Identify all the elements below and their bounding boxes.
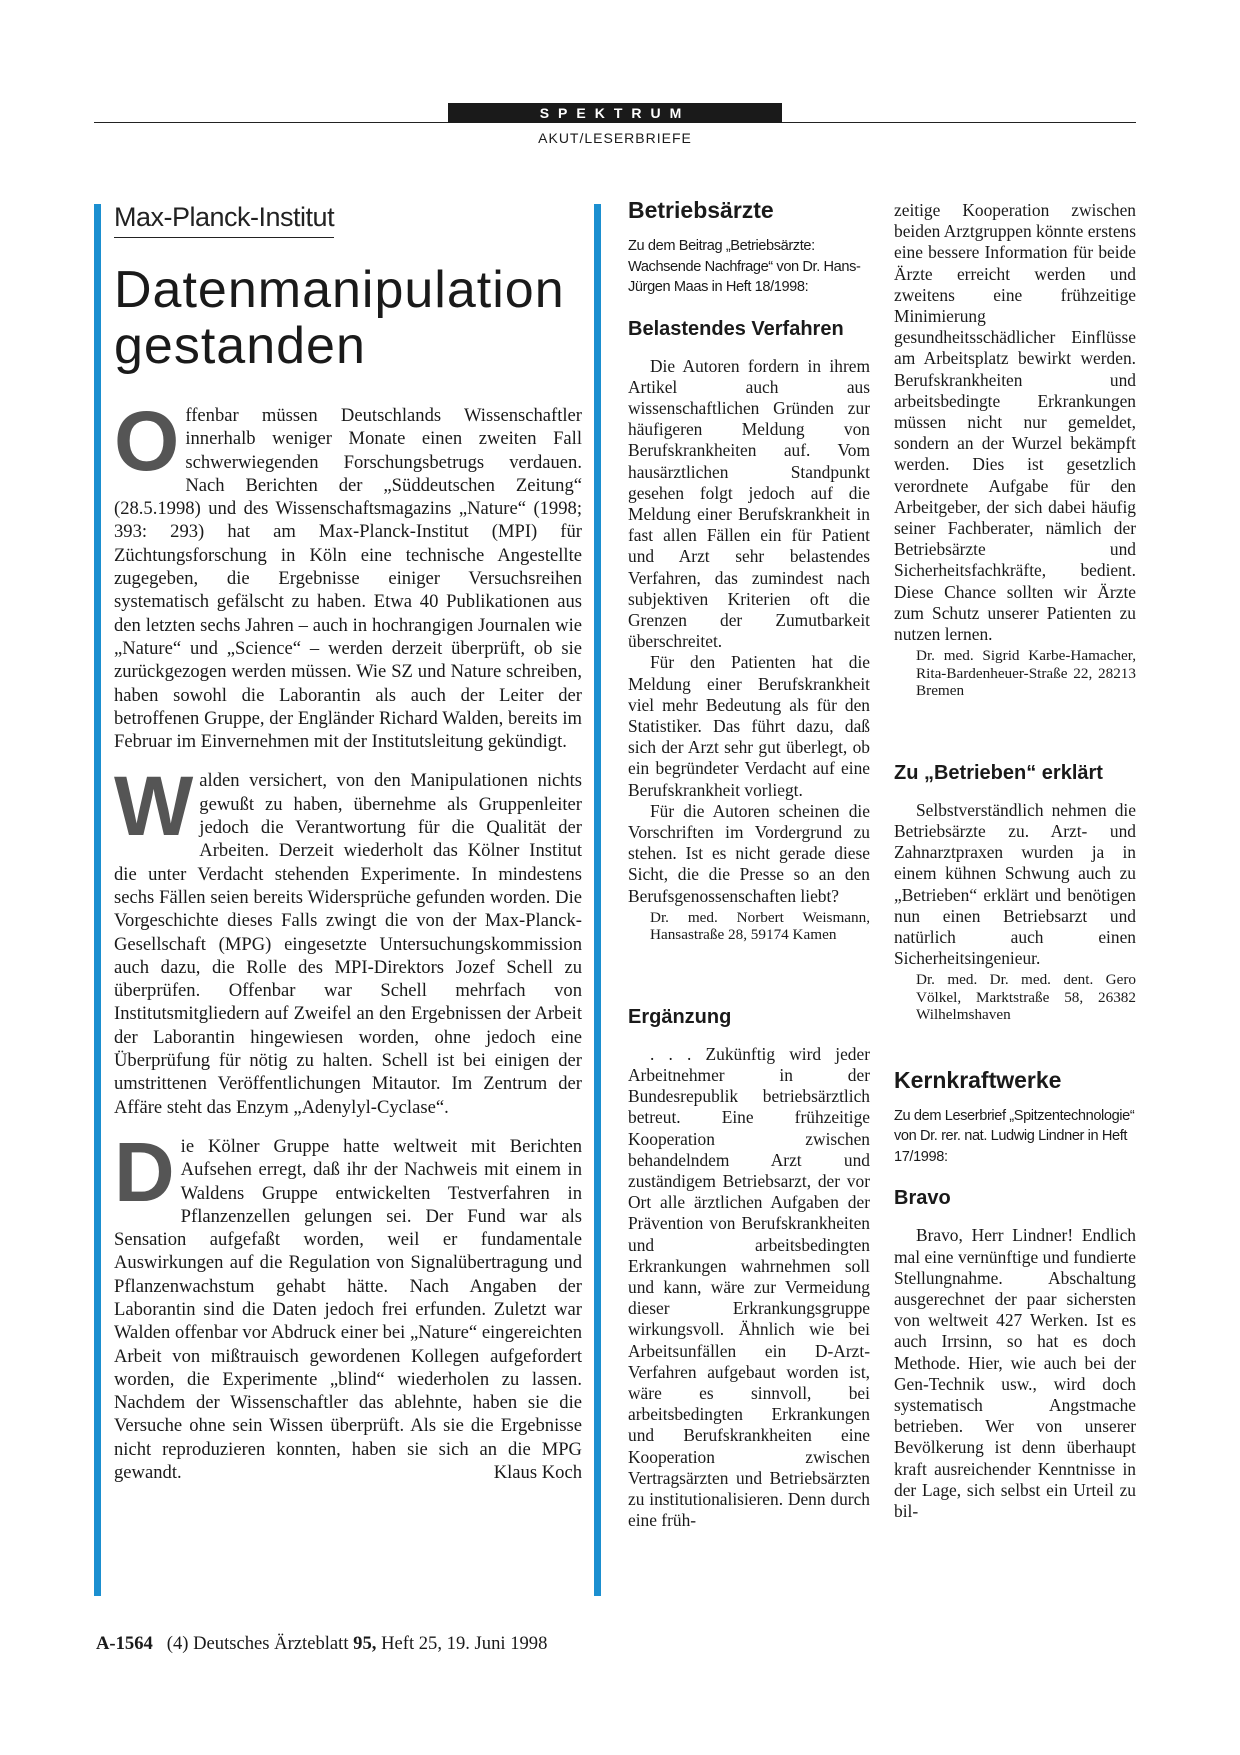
letter-author: Dr. med. Sigrid Karbe-Hamacher, Rita-Bardenheuer-Straße 22, 28213 Bremen	[916, 647, 1136, 700]
paragraph-text: alden versichert, von den Manipulationen nichts gewußt zu haben, übernehme als Gruppenleiter jedoch die Verantwortung für die Qualität der Arbeiten. Derzeit wiederholt das Kölner Institut die unter Verdacht stehenden Experimente. In mindestens sechs Fällen seien bereits Widersprüche gefunden worden. Die Vorgeschichte dieses Falls zwingt die von der Max-Planck-Gesellschaft (MPG) eingesetzte Untersuchungskommission auch dazu, die Rolle des MPI-Direktors Jozef Schell zu überprüfen. Offenbar war Schell mehrfach von Institutsmitgliedern auf Zweifel an den Ergebnissen der Arbeit der Laborantin hingewiesen worden, ohne jedoch eine Überprüfung für nötig zu halten. Schell ist bei einigen der umstrittenen Veröffentlichungen Mitautor. Im Zentrum der Affäre steht das Enzym „Adenylyl-Cyclase“.	[114, 770, 582, 1118]
article-paragraph-3	[114, 1124, 582, 1484]
letter-paragraph: Für die Autoren scheinen die Vorschriften im Vordergrund zu stehen. Ist es nicht gerade diese Sicht, die die Presse so an den Berufsgenossenschaften liebt?	[628, 800, 870, 906]
spacer	[628, 944, 870, 986]
letters-accent-bar	[594, 204, 601, 1596]
section-label: SPEKTRUM	[448, 103, 782, 123]
letter-paragraph: Selbstverständlich nehmen die Betriebsärzte zu. Arzt- und Zahnarztpraxen wurden ja in einem kühnen Schwung auch zu „Betrieben“ erklärt und benötigen nun einen Betriebsarzt und natürlich auch einen Sicherheitsingenieur.	[894, 799, 1136, 969]
subsection-label: AKUT/LESERBRIEFE	[538, 130, 692, 146]
letter-paragraph: Die Autoren fordern in ihrem Artikel auch aus wissenschaftlichen Gründen zur häufigeren Meldung von Berufskrankheiten auf. Vom hausärztlichen Standpunkt gesehen folgt jedoch auf die Meldung einer Berufskrankheit in fast allen Fällen ein für Patient und Arzt sehr belastendes Verfahren, das zumindest nach subjektiven Kriterien oft die Grenzen der Zumutbarkeit überschreitet.	[628, 355, 870, 652]
volume: 95,	[353, 1633, 377, 1654]
letter-author: Dr. med. Norbert Weismann, Hansastraße 28, 59174 Kamen	[650, 908, 870, 944]
article-body	[114, 394, 582, 1484]
paragraph-text: ie Kölner Gruppe hatte weltweit mit Berichten Aufsehen erregt, daß ihr der Nachweis mit einem in Waldens Gruppe entwickelten Testverfahren in Pflanzenzellen gelungen sei. Der Fund war als Sensation aufgefaßt worden, weil er fundamentale Auswirkungen auf die Regulation von Signalübertragung und Pflanzenwachstum gehabt hätte. Nach Angaben der Laborantin sind die Daten jedoch frei erfunden. Zuletzt war Walden offenbar vor Abdruck einer bei „Nature“ eingereichten Arbeit von mißtrauisch gewordenen Kollegen aufgefordert worden, die Experimente „blind“ wiederholen zu lassen. Nachdem der Wissenschaftler das ablehnte, haben sie die Versuche ohne sein Wissen überprüft. Als sie die Ergebnisse nicht reproduzieren konnten, haben sie sich an die MPG gewandt.	[114, 1135, 582, 1484]
drop-cap: W	[114, 759, 194, 854]
letter-paragraph: Für den Patienten hat die Meldung einer Berufskrankheit viel mehr Bedeutung als für den Statistiker. Das führt dazu, daß sich der Arzt sehr gut überlegt, ob ein begründeter Verdacht auf eine Berufskrankheit vorliegt.	[628, 652, 870, 800]
article-paragraph-1	[114, 394, 582, 753]
article-kicker: Max-Planck-Institut	[114, 200, 334, 238]
article-author: Klaus Koch	[493, 1462, 582, 1484]
letters-column-middle	[628, 196, 870, 1531]
letters-section-title: Betriebsärzte	[628, 197, 774, 223]
letters-column-right	[894, 200, 1136, 1522]
letters-intro: Zu dem Leserbrief „Spitzentechnologie“ von Dr. rer. nat. Ludwig Lindner in Heft 17/1998:	[894, 1107, 1135, 1165]
letters-section-title: Kernkraftwerke	[894, 1066, 1062, 1093]
page-number: A-1564	[96, 1633, 153, 1654]
article-headline	[114, 262, 582, 374]
letters-intro: Zu dem Beitrag „Betriebsärzte: Wachsende Nachfrage“ von Dr. Hans-Jürgen Maas in Heft 18/1998:	[628, 238, 861, 295]
paragraph-text: ffenbar müssen Deutschlands Wissenschaftler innerhalb weniger Monate einen zweiten Fall schwerwiegenden Forschungsbetrugs verdauen. Nach Berichten der „Süddeutschen Zeitung“ (28.5.1998) und des Wissenschaftsmagazins „Nature“ (1998; 393: 293) hat am Max-Planck-Institut (MPI) für Züchtungsforschung in Köln eine technische Angestellte zugegeben, die Ergebnisse einiger Versuchsreihen systematisch gefälscht zu haben. Etwa 40 Publikationen aus den letzten sechs Jahren – auch in hochrangigen Journalen wie „Nature“ und „Science“ – werden derzeit überprüft, ob sie zurückgezogen werden müssen. Wie SZ und Nature schreiben, haben sowohl die Laborantin als auch der Leiter der betroffenen Gruppe, der Engländer Richard Walden, bereits im Februar im Einvernehmen mit der Institutsleitung gekündigt.	[114, 405, 582, 753]
journal-name: Deutsches Ärzteblatt	[193, 1633, 349, 1654]
headline-line-1: Datenmanipulation	[114, 261, 565, 319]
letter-paragraph: Bravo, Herr Lindner! Endlich mal eine vernünftige und fundierte Stellungnahme. Abschaltung ausgerechnet der paar sichersten von weltweit 427 Werken. Ist es auch Irrsinn, so hat es doch Methode. Hier, wie auch bei der Gen-Technik usw., wird doch systematisch Angstmache betrieben. Wer von unserer Bevölkerung ist denn überhaupt kraft ausreichender Kenntnisse in der Lage, sich selbst ein Urteil zu bil-	[894, 1225, 1136, 1522]
letter-headline: Belastendes Verfahren	[628, 317, 844, 340]
drop-cap: O	[114, 394, 180, 488]
letter-paragraph-continued: zeitige Kooperation zwischen beiden Arztgruppen könnte erstens eine bessere Information für beide Ärzte erreicht werden und zweitens eine frühzeitige Minimierung gesundheitsschädlicher Einflüsse am Arbeitsplatz bewirkt werden. Berufskrankheiten und arbeitsbedingte Erkrankungen müssen nicht nur gemeldet, sondern an der Wurzel bekämpft werden. Dies ist gesetzlich verordnete Aufgabe für den Arbeitgeber, der sich dabei häufig seiner Fachberater, nämlich der Betriebsärzte und Sicherheitsfachkräfte, bedient. Diese Chance sollten wir Ärzte zum Schutz unserer Patienten zu nutzen lernen.	[894, 200, 1136, 645]
issue-date: Heft 25, 19. Juni 1998	[381, 1633, 548, 1654]
letter-headline: Bravo	[894, 1187, 951, 1210]
letter-paragraph: . . . Zukünftig wird jeder Arbeitnehmer in der Bundesrepublik betriebsärztlich betreut. Eine frühzeitige Kooperation zwischen behandelndem Arzt und zuständigem Betriebsarzt, der vor Ort alle ärztlichen Aufgaben der Prävention von Berufskrankheiten und arbeitsbedingten Erkrankungen wahrnehmen soll und kann, wäre zur Vermeidung dieser Erkrankungsgruppe wirkungsvoll. Ähnlich wie bei Arbeitsunfällen ein D-Arzt-Verfahren aufgebaut worden ist, wäre es sinnvoll, bei arbeitsbedingten Erkrankungen und Berufskrankheiten eine Kooperation zwischen Vertragsärzten und Betriebsärzten zu institutionalisieren. Denn durch eine früh-	[628, 1043, 870, 1531]
main-article	[114, 200, 582, 1500]
headline-line-2: gestanden	[114, 317, 366, 375]
spacer	[894, 1024, 1136, 1066]
article-accent-bar	[94, 204, 101, 1596]
spacer	[894, 700, 1136, 742]
letter-author: Dr. med. Dr. med. dent. Gero Völkel, Marktstraße 58, 26382 Wilhelmshaven	[916, 971, 1136, 1024]
issue-number: (4)	[166, 1633, 189, 1654]
article-paragraph-2	[114, 759, 582, 1118]
letter-headline: Ergänzung	[628, 1005, 732, 1028]
drop-cap: D	[114, 1124, 175, 1219]
letter-headline: Zu „Betrieben“ erklärt	[894, 761, 1103, 784]
page-footer	[96, 1633, 547, 1655]
